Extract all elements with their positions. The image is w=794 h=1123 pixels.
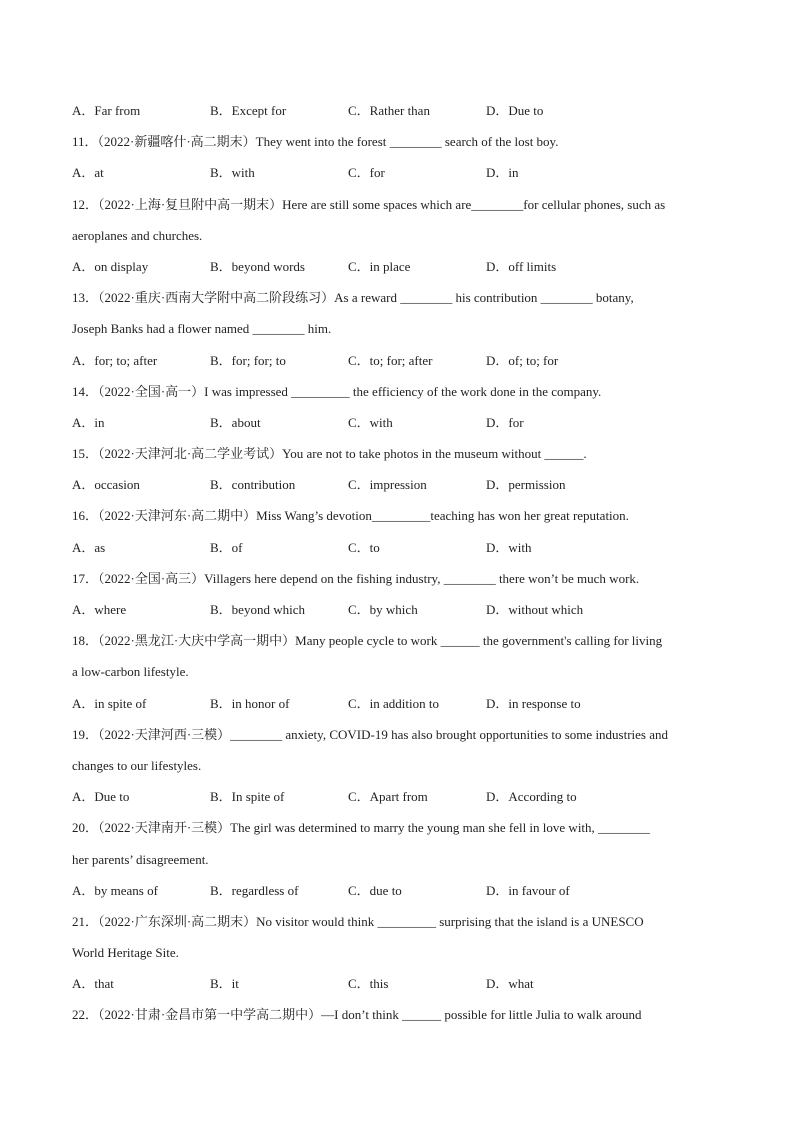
worksheet-page (72, 95, 727, 1031)
option-b: B．beyond which (210, 602, 305, 617)
option-d: D．of; to; for (486, 352, 559, 368)
option-b: B．of (210, 539, 243, 555)
question (72, 189, 727, 283)
question (72, 126, 727, 188)
option-d: D．in response to (486, 695, 581, 711)
options-row (72, 968, 727, 999)
question-stem-line: her parents’ disagreement. (72, 851, 209, 867)
question (72, 438, 727, 500)
option-d: D．for (486, 414, 524, 430)
question-stem-line: 13．（2022·重庆·西南大学附中高二阶段练习）As a reward ________ his contribution ________ botany, (72, 290, 634, 306)
option-b: B．regardless of (210, 882, 299, 898)
option-c: C．to (348, 539, 380, 555)
option-c: C．impression (348, 477, 427, 493)
options-row (72, 157, 727, 188)
options-row (72, 781, 727, 812)
question (72, 719, 727, 813)
question-stem-line: 12．（2022·上海·复旦附中高一期末）Here are still some spaces which are________for cellular phones, such as (72, 196, 666, 212)
question-stem-line: 17．（2022·全国·高三）Villagers here depend on the fishing industry, ________ there won’t be much work. (72, 570, 640, 586)
option-b: B．contribution (210, 477, 296, 493)
question-stem-line: 18．（2022·黑龙江·大庆中学高一期中）Many people cycle to work ______ the government's calling for living (72, 633, 663, 649)
option-c: C．to; for; after (348, 352, 433, 368)
options-row (72, 345, 727, 376)
option-b: B．Except for (210, 103, 287, 118)
question-list (72, 126, 727, 1030)
question-stem-line: changes to our lifestyles. (72, 757, 202, 773)
option-d: D．off limits (486, 258, 557, 274)
option-d: D．without which (486, 602, 584, 617)
option-b: B．In spite of (210, 789, 285, 805)
option-a: A．in (72, 414, 105, 430)
options-row (72, 469, 727, 500)
option-b: B．beyond words (210, 258, 305, 274)
option-c: C．this (348, 976, 389, 992)
question (72, 282, 727, 376)
option-c: C．in addition to (348, 695, 440, 711)
option-a: A．on display (72, 258, 149, 274)
option-b: B．it (210, 976, 239, 992)
option-a: A．by means of (72, 882, 158, 898)
question (72, 999, 727, 1030)
question-stem-line: World Heritage Site. (72, 945, 179, 961)
option-a: A．for; to; after (72, 352, 158, 368)
question (72, 625, 727, 719)
option-d: D．permission (486, 477, 566, 493)
option-a: A．in spite of (72, 695, 147, 711)
question-stem-line: 14．（2022·全国·高一）I was impressed _________ the efficiency of the work done in the company. (72, 383, 602, 399)
question-stem-line: 19．（2022·天津河西·三模）________ anxiety, COVID-19 has also brought opportunities to some industries and (72, 726, 669, 742)
question-stem-line: 20．（2022·天津南开·三模）The girl was determined to marry the young man she fell in love with, ________ (72, 820, 651, 836)
question (72, 500, 727, 562)
option-b: B．about (210, 414, 261, 430)
options-row (72, 688, 727, 719)
option-d: D．what (486, 976, 534, 992)
options-row (72, 251, 727, 282)
options-row (72, 594, 727, 625)
question-stem-line: 16．（2022·天津河东·高二期中）Miss Wang’s devotion_________teaching has won her great reputation. (72, 508, 629, 524)
option-d: D．in favour of (486, 882, 570, 898)
question (72, 376, 727, 438)
question (72, 563, 727, 625)
options-row (72, 532, 727, 563)
option-a: A．as (72, 539, 106, 555)
question-stem-line: 15．（2022·天津河北·高二学业考试）You are not to take photos in the museum without ______. (72, 446, 587, 462)
options-row (72, 875, 727, 906)
option-b: B．for; for; to (210, 352, 286, 368)
question-stem-line: Joseph Banks had a flower named ________ him. (72, 321, 332, 337)
option-a: A．that (72, 976, 114, 992)
option-a: A．Far from (72, 103, 141, 118)
option-d: D．According to (486, 789, 577, 805)
option-c: C．by which (348, 602, 418, 617)
option-d: D．with (486, 539, 532, 555)
question-stem-line: aeroplanes and churches. (72, 227, 203, 243)
question (72, 812, 727, 906)
option-d: D．Due to (486, 103, 544, 118)
option-c: C．with (348, 414, 393, 430)
option-c: C．for (348, 165, 385, 181)
question-10-options (72, 95, 727, 126)
question-stem-line: 11．（2022·新疆喀什·高二期末）They went into the forest ________ search of the lost boy. (72, 134, 559, 150)
question-stem-line: a low-carbon lifestyle. (72, 664, 189, 680)
option-b: B．with (210, 165, 255, 181)
question (72, 906, 727, 1000)
options-row (72, 407, 727, 438)
option-a: A．at (72, 165, 104, 181)
option-c: C．Apart from (348, 789, 428, 805)
option-a: A．Due to (72, 789, 130, 805)
option-c: C．due to (348, 882, 402, 898)
option-d: D．in (486, 165, 519, 181)
option-c: C．Rather than (348, 103, 430, 118)
option-b: B．in honor of (210, 695, 290, 711)
question-stem-line: 21．（2022·广东深圳·高二期末）No visitor would think _________ surprising that the island is a UNESCO (72, 913, 644, 929)
option-a: A．where (72, 602, 127, 617)
option-a: A．occasion (72, 477, 140, 493)
question-stem-line: 22．（2022·甘肃·金昌市第一中学高二期中）—I don’t think ______ possible for little Julia to walk around (72, 1007, 642, 1023)
option-c: C．in place (348, 258, 411, 274)
